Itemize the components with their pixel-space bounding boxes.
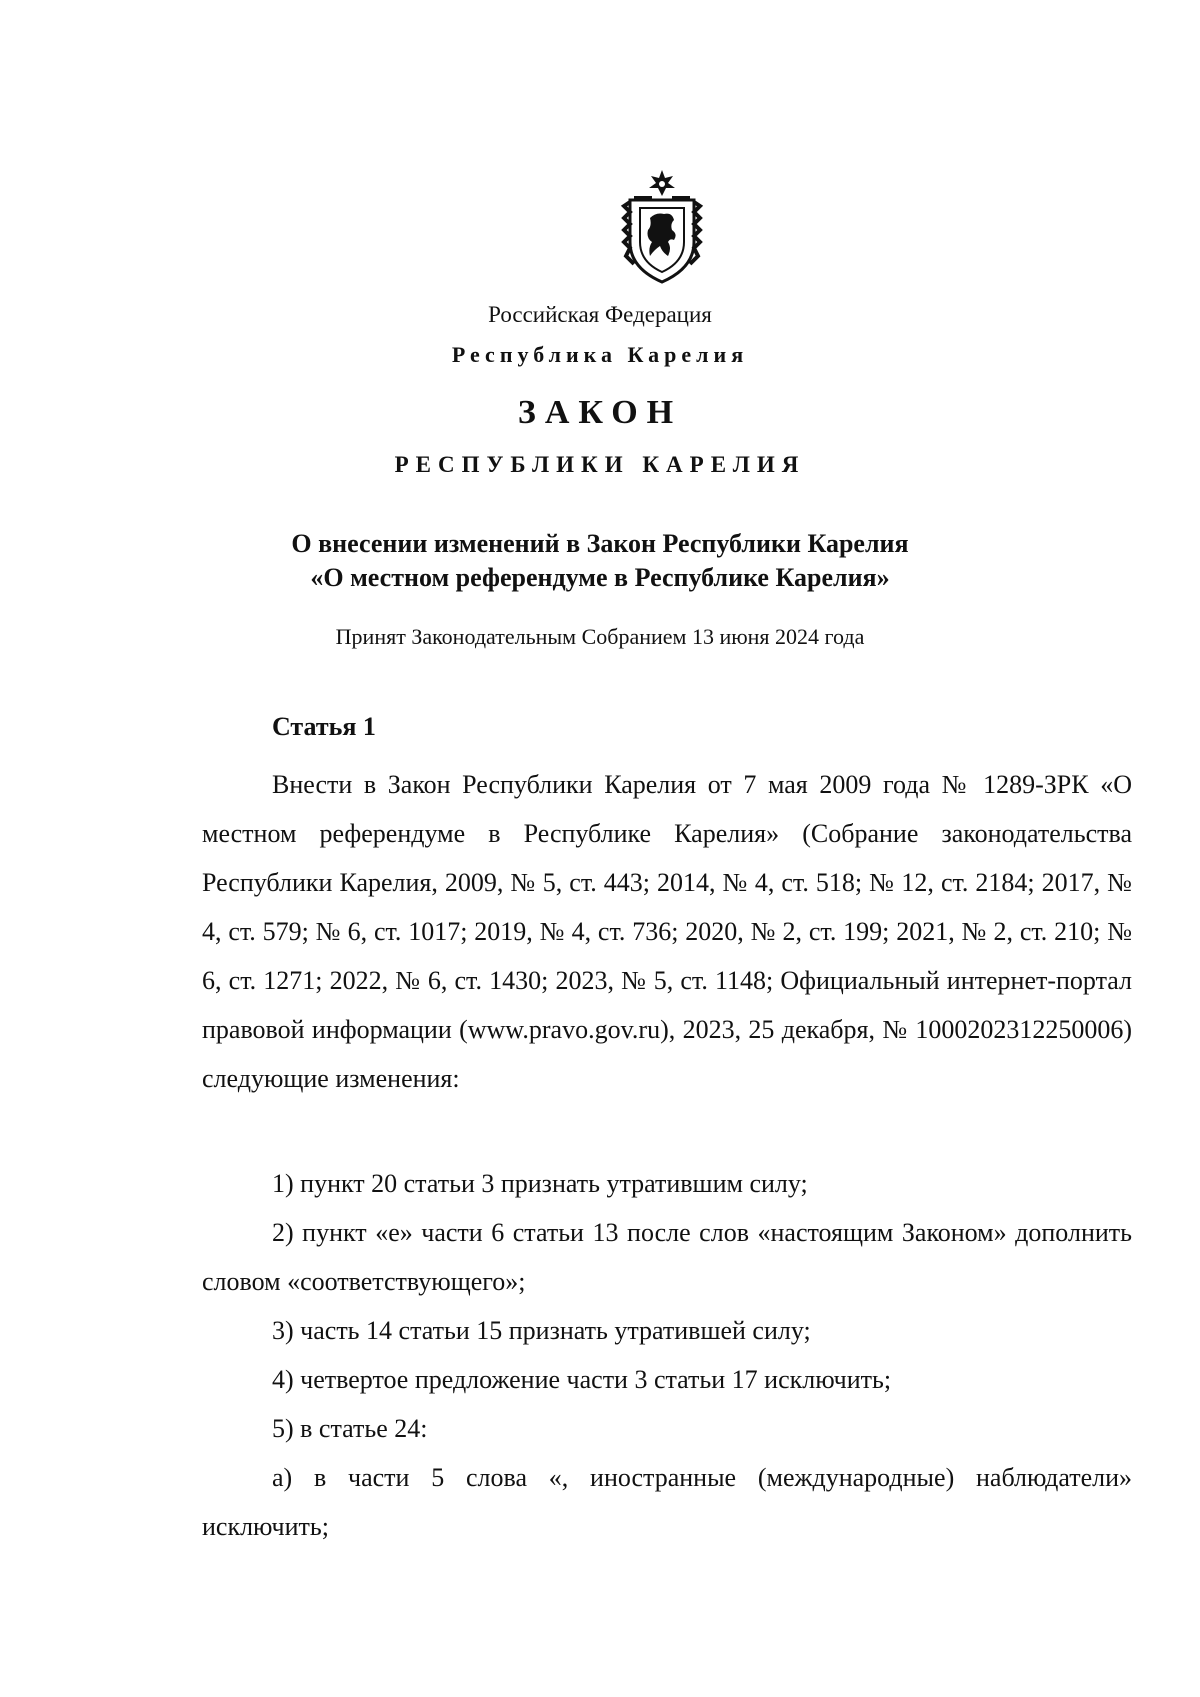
law-subtitle: РЕСПУБЛИКИ КАРЕЛИЯ [394, 452, 806, 477]
list-item: 1) пункт 20 статьи 3 признать утратившим силу; [272, 1169, 808, 1198]
list-item: 5) в статье 24: [272, 1414, 428, 1443]
republic-label: Республика Карелия [451, 342, 749, 367]
list-item: 2) пункт «е» части 6 статьи 13 после слов «настоящим Законом» дополнить словом «соответствующего»; [202, 1218, 1132, 1296]
document-title-line-1: О внесении изменений в Закон Республики Карелия [291, 529, 909, 558]
karelia-coat-of-arms-icon [620, 168, 704, 284]
list-item: 4) четвертое предложение части 3 статьи 17 исключить; [272, 1365, 892, 1394]
federation-label: Российская Федерация [488, 302, 712, 327]
article-intro-block [202, 760, 1132, 1103]
document-title [0, 527, 1200, 595]
article-intro-paragraph: Внести в Закон Республики Карелия от 7 мая 2009 года № 1289-ЗРК «О местном референдуме в Республике Карелия» (Собрание законодательства Республики Карелия, 2009, № 5, ст. 443; 2014, № 4, ст. 518; № 12, ст. 2184; 2017, № 4, ст. 579; № 6, ст. 1017; 2019, № 4, ст. 736; 2020, № 2, ст. 199; 2021, № 2, ст. 210; № 6, ст. 1271; 2022, № 6, ст. 1430; 2023, № 5, ст. 1148; Официальный интернет-портал правовой информации (www.pravo.gov.ru), 2023, 25 декабря, № 1000202312250006) следующие изменения: [202, 770, 1132, 1093]
law-title: ЗАКОН [517, 394, 683, 431]
list-item: 3) часть 14 статьи 15 признать утратившей силу; [272, 1316, 811, 1345]
article-heading: Статья 1 [272, 712, 376, 741]
document-title-line-2: «О местном референдуме в Республике Карелия» [310, 563, 890, 592]
adoption-note: Принят Законодательным Собранием 13 июня 2024 года [335, 624, 865, 649]
list-item: а) в части 5 слова «, иностранные (международные) наблюдатели» исключить; [202, 1463, 1132, 1541]
